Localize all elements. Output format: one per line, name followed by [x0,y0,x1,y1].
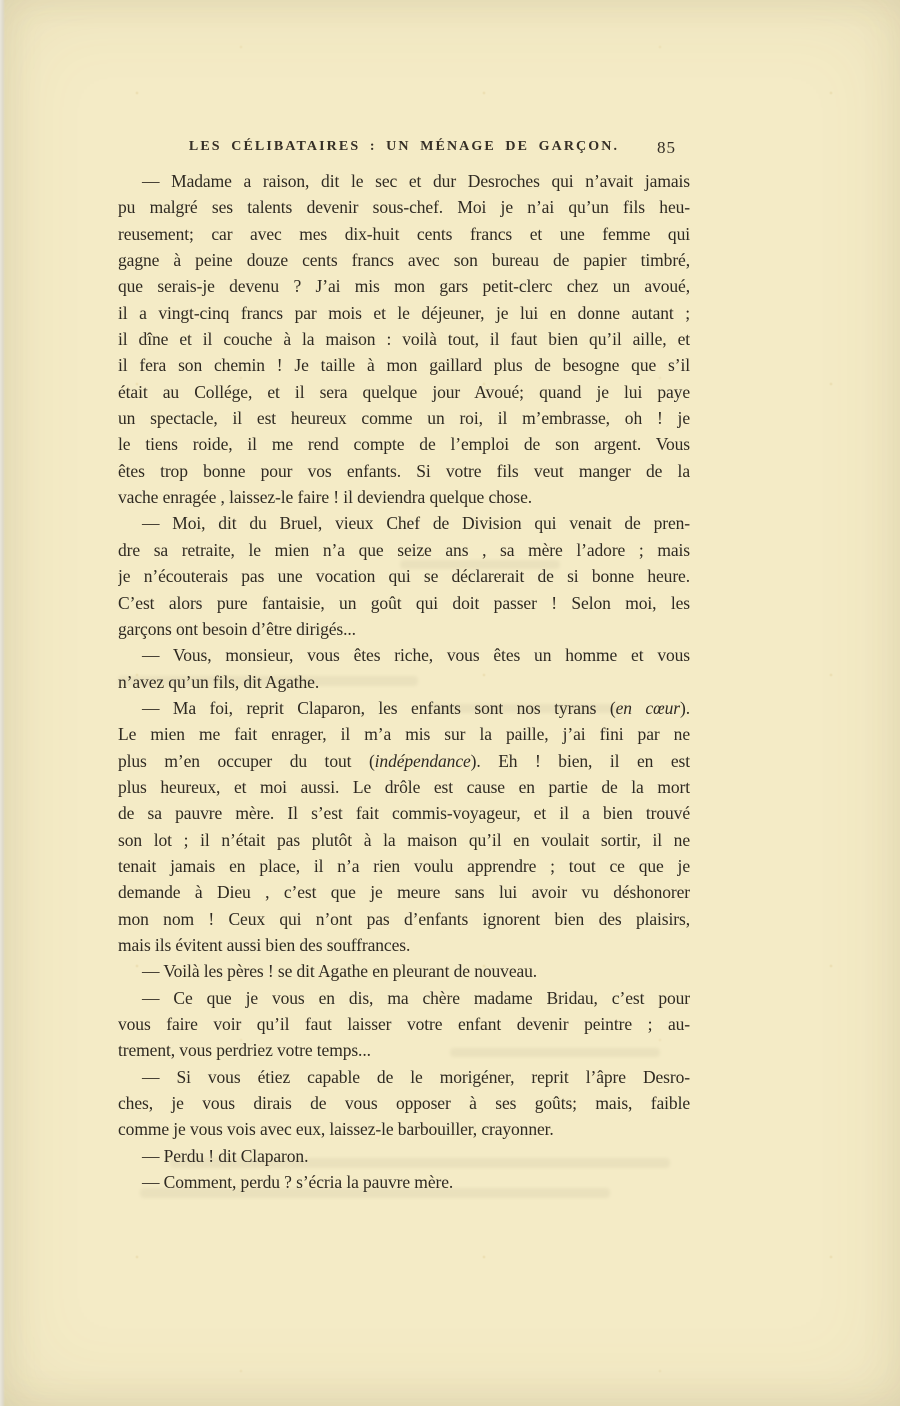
body-text: plus heureux, et moi aussi. Le drôle est cause en partie de la mort [118,776,690,797]
text-line [118,537,690,563]
body-text: — Ma foi, reprit Claparon, les enfants sont nos tyrans ( [142,697,616,718]
text-line [118,563,690,589]
text-line [118,484,690,510]
text-line [118,853,690,879]
body-text: comme je vous vois avec eux, laissez-le barbouiller, crayonner. [118,1119,554,1140]
text-line [118,800,690,826]
text-line [118,616,690,642]
page-number: 85 [657,138,676,157]
body-text: un spectacle, il est heureux comme un roi, il m’embrasse, oh ! je [118,408,690,429]
body-text: il a vingt-cinq francs par mois et le déjeuner, je lui en donne autant ; [118,302,690,323]
body-text: que serais-je devenu ? J’ai mis mon gars petit-clerc chez un avoué, [118,276,690,297]
body-text: — Perdu ! dit Claparon. [142,1145,309,1166]
text-line [118,1011,690,1037]
body-text: vous faire voir qu’il faut laisser votre enfant devenir peintre ; au- [118,1014,690,1034]
body-text: dre sa retraite, le mien n’a que seize ans , sa mère l’adore ; mais [118,539,690,560]
body-text: — Voilà les pères ! se dit Agathe en pleurant de nouveau. [142,961,538,982]
body-text: — Vous, monsieur, vous êtes riche, vous êtes un homme et vous [142,645,690,666]
running-header [118,139,690,161]
text-line [118,168,690,194]
paragraph [118,510,690,642]
body-text: n’avez qu’un fils, dit Agathe. [118,671,320,692]
text-line [118,379,690,405]
body-text: garçons ont besoin d’être dirigés... [118,618,356,639]
body-text: je n’écouterais pas une vocation qui se déclarerait de si bonne heure. [118,566,690,587]
paragraph [118,985,690,1064]
paragraph [118,695,690,958]
text-line [118,669,690,695]
text-line [118,273,690,299]
running-title: LES CÉLIBATAIRES : UN MÉNAGE DE GARÇON. [188,139,620,154]
body-text: ). Eh ! bien, il en est [470,750,690,771]
body-text: était au Collége, et il sera quelque jour Avoué; quand je lui paye [118,381,690,402]
text-line [118,774,690,800]
text-line [118,748,690,774]
text-line [118,932,690,958]
body-text: — Madame a raison, dit le sec et dur Desroches qui n’avait jamais [142,171,690,191]
italic-text: indépendance [374,750,471,771]
text-line [118,326,690,352]
body-text: mon nom ! Ceux qui n’ont pas d’enfants ignorent bien des plaisirs, [118,908,690,929]
body-text: vache enragée , laissez-le faire ! il deviendra quelque chose. [118,487,533,508]
text-line [118,958,690,984]
body-text: C’est alors pure fantaisie, un goût qui doit passer ! Selon moi, les [118,592,690,613]
paragraph [118,1143,690,1169]
text-line [118,827,690,853]
paragraph [118,1064,690,1143]
text-line [118,221,690,247]
text-line [118,695,690,721]
body-text: reusement; car avec mes dix-huit cents francs et une femme qui [118,223,690,244]
body-text: trement, vous perdriez votre temps... [118,1040,371,1061]
text-line [118,642,690,668]
text-line [118,1090,690,1116]
body-text: mais ils évitent aussi bien des souffrances. [118,934,411,955]
text-line [118,1064,690,1090]
text-line [118,300,690,326]
body-text: son lot ; il n’était pas plutôt à la maison qu’il en voulait sortir, il ne [118,829,690,850]
page-left-edge [0,0,5,1406]
body-text: — Comment, perdu ? s’écria la pauvre mère. [142,1172,454,1193]
body-text: plus m’en occuper du tout ( [118,750,375,771]
paragraph [118,958,690,984]
body-text: ). [679,697,690,718]
body-text: il dîne et il couche à la maison : voilà tout, il faut bien qu’il aille, et [118,329,690,350]
body-text: il fera son chemin ! Je taille à mon gaillard plus de besogne que s’il [118,355,690,376]
text-line [118,906,690,932]
body-text: — Moi, dit du Bruel, vieux Chef de Division qui venait de pren- [142,513,690,534]
body-text: ches, je vous dirais de vous opposer à ses goûts; mais, faible [118,1093,690,1114]
body-text: Le mien me fait enrager, il m’a mis sur la paille, j’ai fini par ne [118,724,690,745]
text-line [118,510,690,536]
text-line [118,405,690,431]
text-line [118,194,690,220]
text-line [118,721,690,747]
body-text: pu malgré ses talents devenir sous-chef. Moi je n’ai qu’un fils heu- [118,197,690,218]
text-line [118,1116,690,1142]
text-line [118,1169,690,1195]
body-text: tenait jamais en place, il n’a rien voulu apprendre ; tout ce que je [118,855,690,876]
text-line [118,1037,690,1063]
text-line [118,985,690,1011]
body-text: — Ce que je vous en dis, ma chère madame Bridau, c’est pour [142,987,690,1008]
text-block [118,168,690,1195]
text-line [118,879,690,905]
text-line [118,590,690,616]
paragraph [118,642,690,695]
body-text: le tiens roide, il me rend compte de l’emploi de son argent. Vous [118,434,690,455]
body-text: — Si vous étiez capable de le morigéner, reprit l’âpre Desro- [142,1066,690,1087]
text-line [118,1143,690,1169]
text-line [118,352,690,378]
text-line [118,431,690,457]
paragraph [118,1169,690,1195]
italic-text: en cœur [615,697,680,718]
text-line [118,458,690,484]
text-line [118,247,690,273]
body-text: gagne à peine douze cents francs avec son bureau de papier timbré, [118,250,690,271]
body-text: demande à Dieu , c’est que je meure sans lui avoir vu déshonorer [118,882,690,903]
body-text: êtes trop bonne pour vos enfants. Si votre fils veut manger de la [118,460,690,481]
body-text: de sa pauvre mère. Il s’est fait commis-voyageur, et il a bien trouvé [118,803,690,824]
paragraph [118,168,690,510]
